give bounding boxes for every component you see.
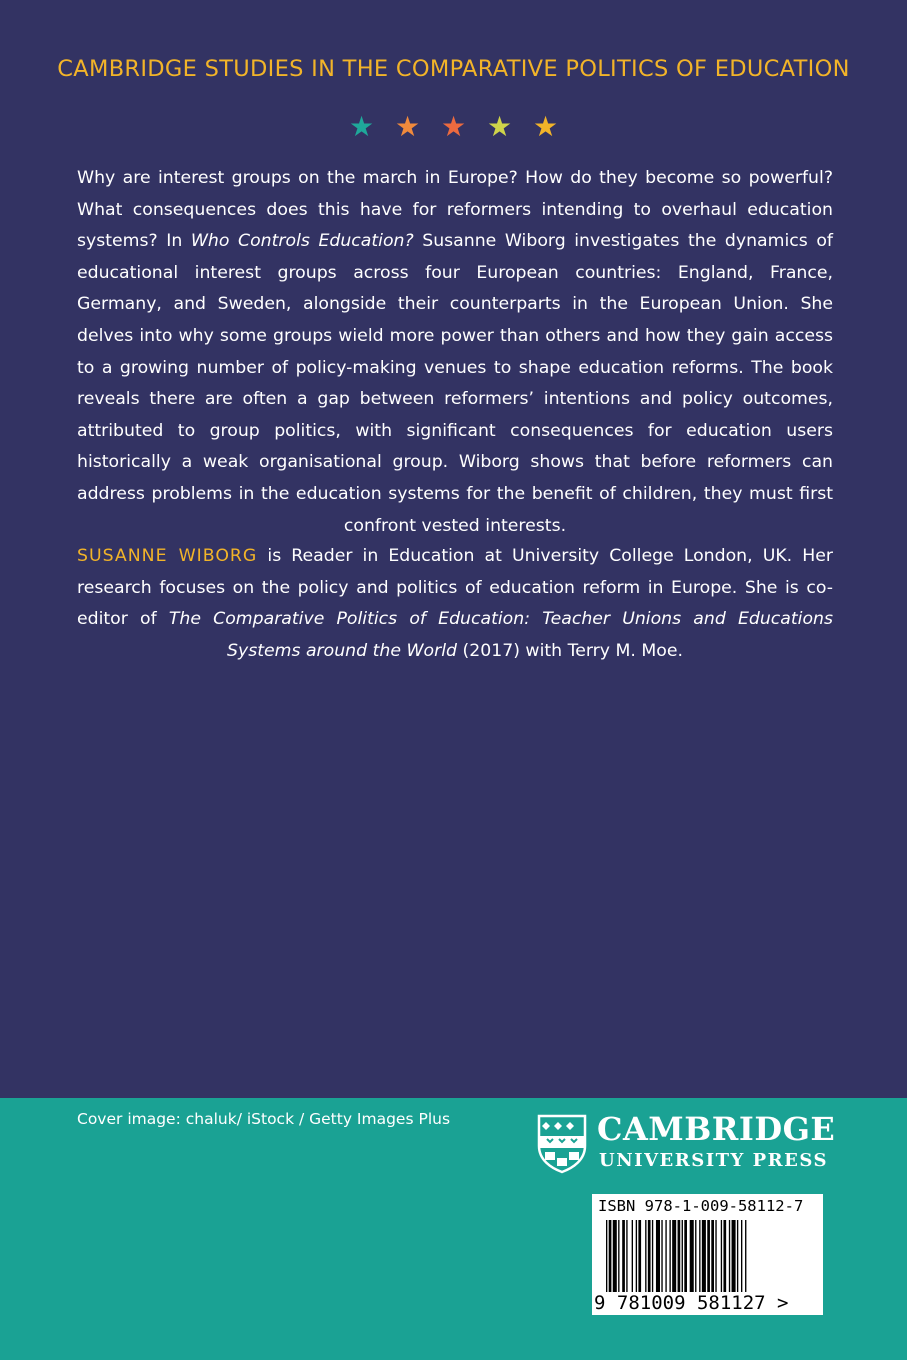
barcode-number [594,1292,823,1314]
star-icon: ★ [532,110,559,143]
publisher-logo [537,1110,837,1174]
blurb-text: Why are interest groups on the march in Europe? How do they become so powerful? What consequences does this have for reformers intending to overhaul education systems? In [77,168,833,252]
footer-band [0,1098,907,1360]
author-bio [77,541,833,667]
bio-text: is Reader in Education at University College London, UK. Her research focuses on the policy and politics of education reform in Europe. She is co-editor of [77,546,833,630]
book-title: Who Controls Education? [190,231,414,252]
blurb-text: Susanne Wiborg investigates the dynamics of educational interest groups across four European countries: England, France, Germany, and Sweden, alongside their counterparts in the European Union. She delves into why some groups wield more power than others and how they gain access to a growing number of policy-making venues to shape education reforms. The book reveals there are often a gap between reformers’ intentions and policy outcomes, attributed to group politics, with significant consequences for education users historically a weak organisational group. Wiborg shows that before reformers can address problems in the education systems for the benefit of children, they must first confront vested interests. [77,231,833,536]
bio-text: (2017) with Terry M. Moe. [456,640,683,661]
cover-credit: Cover image: chaluk/ iStock / Getty Images Plus [77,1110,451,1128]
isbn-label: ISBN 978-1-009-58112-7 [598,1197,804,1215]
star-rating-row [0,112,907,142]
star-icon: ★ [486,110,513,143]
star-icon: ★ [440,110,467,143]
barcode-digits: 9 781009 581127 > [594,1292,789,1314]
publisher-name: CAMBRIDGE [597,1110,836,1148]
series-title: CAMBRIDGE STUDIES IN THE COMPARATIVE POLITICS OF EDUCATION [57,56,850,82]
barcode [592,1194,823,1315]
star-icon: ★ [348,110,375,143]
star-icon: ★ [394,110,421,143]
author-name: SUSANNE WIBORG [77,546,258,566]
prior-work-title: The Comparative Politics of Education: Teacher Unions and Educations Systems around the World [168,609,834,661]
book-blurb [77,163,833,542]
publisher-subtitle: UNIVERSITY PRESS [599,1150,828,1171]
university-shield-icon [537,1114,587,1174]
